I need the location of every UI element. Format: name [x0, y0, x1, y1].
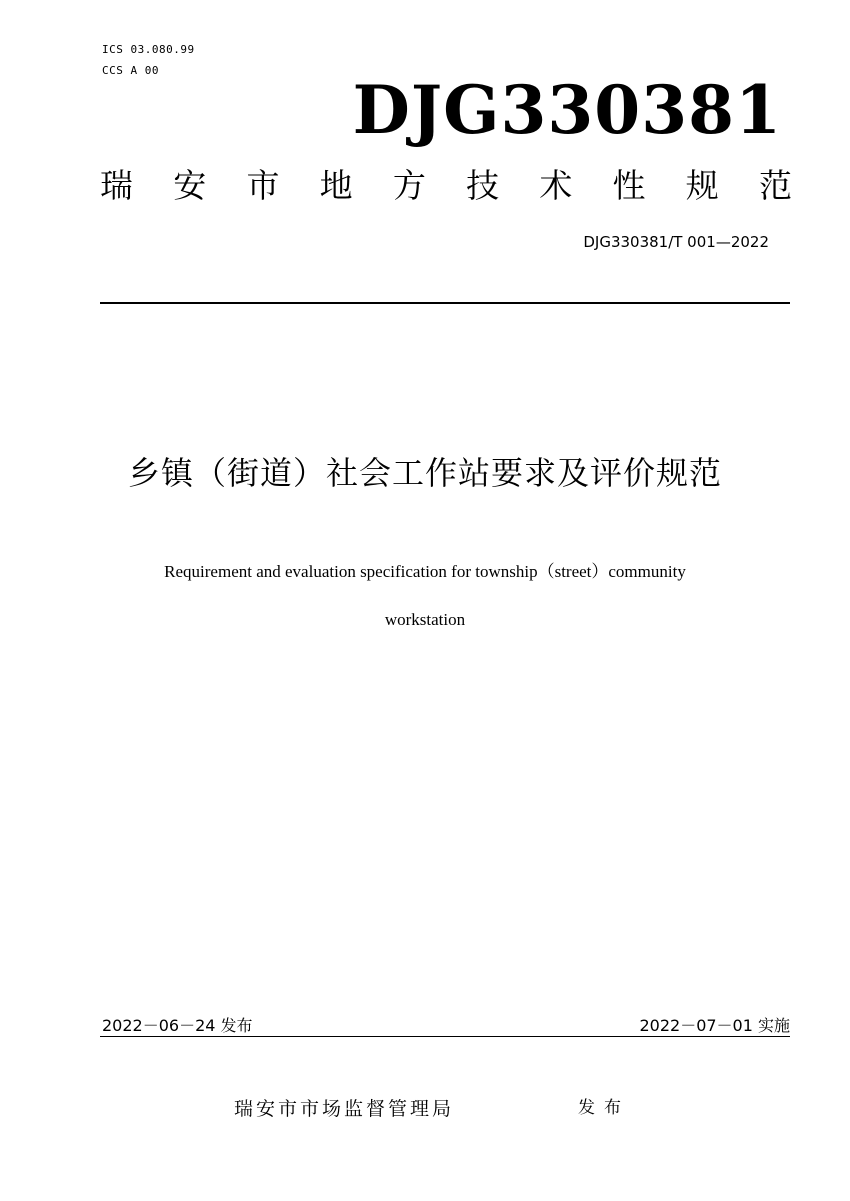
issuer-type-char: 规	[685, 166, 719, 205]
standard-code: DJG330381	[352, 71, 782, 149]
footer-divider	[100, 1036, 790, 1037]
document-title-english-line2: workstation	[384, 610, 466, 629]
issuer-type-char: 术	[539, 166, 573, 205]
issuer-type-char: 瑞	[100, 166, 133, 205]
document-title-chinese: 乡镇（街道）社会工作站要求及评价规范	[127, 454, 722, 492]
issuer-type-char: 范	[758, 166, 792, 205]
issuer-type-char: 方	[392, 166, 426, 205]
publisher-name: 瑞安市市场监督管理局	[234, 1098, 455, 1120]
header-divider	[100, 302, 790, 304]
publish-label: 发布	[578, 1098, 630, 1118]
ccs-code: CCS A 00	[102, 64, 159, 77]
issuer-type-char: 地	[319, 166, 353, 205]
issuer-type-char: 市	[246, 166, 280, 205]
ics-code: ICS 03.080.99	[102, 43, 195, 56]
standard-number: DJG330381/T 001—2022	[583, 233, 769, 251]
issue-date: 2022－06－24 发布	[102, 1016, 253, 1035]
issuer-type-heading	[100, 164, 792, 208]
issuer-type-char: 技	[466, 166, 500, 205]
implementation-date: 2022－07－01 实施	[639, 1016, 790, 1035]
issuer-type-char: 性	[612, 166, 646, 205]
document-title-english-line1: Requirement and evaluation specification for township（street）community	[164, 562, 686, 581]
issuer-type-char: 安	[173, 166, 207, 205]
